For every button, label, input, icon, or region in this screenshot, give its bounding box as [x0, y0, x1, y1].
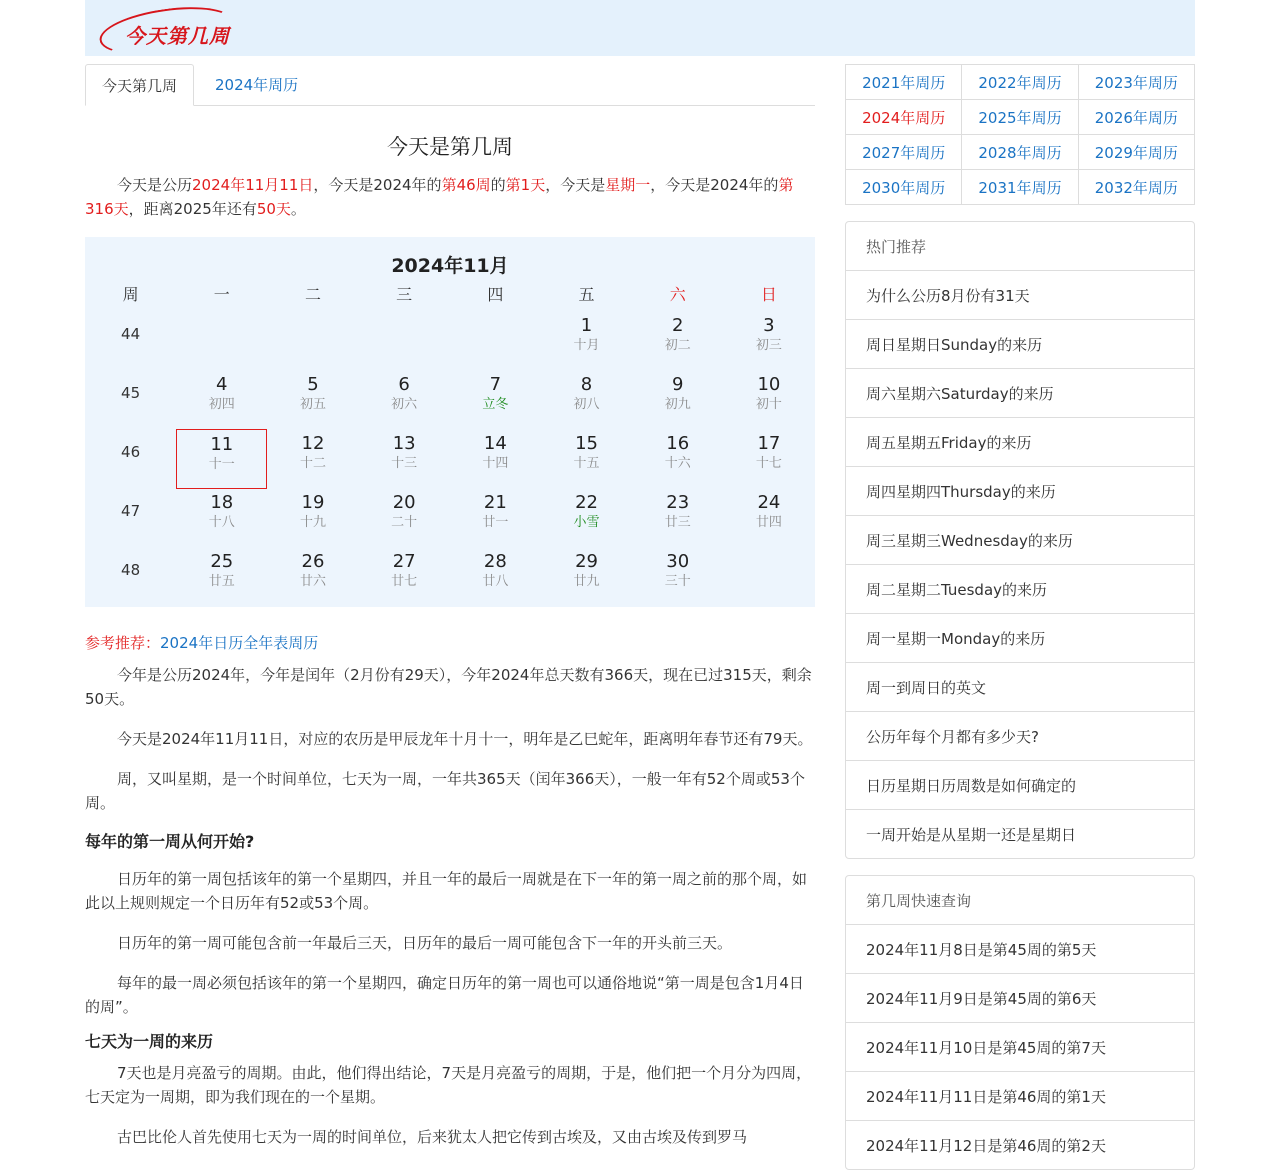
content-paragraph: 每年的最一周必须包括该年的第一个星期四，确定日历年的第一周也可以通俗地说“第一周是包含1月4日的周”。: [85, 974, 804, 1016]
hot-item-link[interactable]: 周一星期一Monday的来历: [846, 614, 1194, 663]
weekday-header: 二: [304, 285, 321, 304]
day-cell[interactable]: [359, 370, 450, 429]
content-paragraph: 7天也是月亮盈亏的周期。由此，他们得出结论，7天是月亮盈亏的周期，于是，他们把一个月分为四周，七天定为一周期，即为我们现在的一个星期。: [85, 1064, 812, 1106]
hot-item-link[interactable]: 为什么公历8月份有31天: [846, 271, 1194, 320]
quick-item-link[interactable]: 2024年11月12日是第46周的第2天: [866, 1137, 1106, 1155]
lunar-date: 初九: [664, 397, 691, 412]
intro-text: ，今天是2024年的: [650, 176, 779, 194]
day-cell[interactable]: [267, 429, 358, 488]
day-number: 16: [666, 433, 690, 454]
intro-text: 今天是公历: [117, 176, 193, 194]
main-content: [85, 64, 815, 1165]
lunar-date: 初十: [755, 397, 782, 412]
day-cell[interactable]: [359, 547, 450, 606]
hot-item-link[interactable]: 周日星期日Sunday的来历: [846, 320, 1194, 369]
lunar-date: 初八: [573, 397, 600, 412]
lunar-date: 初二: [664, 338, 691, 353]
intro-yearday: 第316天: [85, 176, 794, 218]
day-number: 8: [580, 374, 593, 395]
lunar-date: 廿九: [573, 574, 600, 589]
solar-term: 立冬: [482, 397, 509, 412]
panel-title: 第几周快速查询: [846, 876, 1194, 925]
day-cell[interactable]: [541, 547, 632, 606]
lunar-date: 初六: [391, 397, 418, 412]
hot-recommend-panel: [845, 221, 1195, 859]
year-link[interactable]: 2029年周历: [1079, 135, 1195, 170]
lunar-date: 三十: [664, 574, 691, 589]
calendar-week-row: [85, 370, 815, 429]
lunar-date: 廿四: [755, 515, 782, 530]
hot-list: [846, 271, 1194, 858]
weekday-header: 四: [487, 285, 504, 304]
content-paragraph: 日历年的第一周包括该年的第一个星期四，并且一年的最后一周就是在下一年的第一周之前的那个周，如此以上规则规定一个日历年有52或53个周。: [85, 870, 808, 912]
day-number: 24: [757, 492, 781, 513]
empty-day-cell: [450, 311, 541, 370]
weekday-header: 六: [669, 285, 686, 304]
day-number: 2: [671, 315, 684, 336]
calendar-grid: [85, 285, 815, 606]
week-number: 46: [121, 443, 141, 461]
week-number: 45: [121, 384, 141, 402]
calendar-week-row: [85, 429, 815, 488]
day-cell[interactable]: [450, 488, 541, 547]
lunar-date: 廿八: [482, 574, 509, 589]
lunar-date: 廿七: [391, 574, 418, 589]
year-link[interactable]: 2022年周历: [962, 65, 1078, 100]
day-number: 20: [392, 492, 416, 513]
day-cell[interactable]: [632, 547, 723, 606]
panel-title: 热门推荐: [846, 222, 1194, 271]
day-number: 22: [575, 492, 598, 513]
lunar-date: 十月: [573, 338, 600, 353]
day-cell[interactable]: [632, 429, 723, 488]
year-link[interactable]: 2032年周历: [1079, 170, 1195, 205]
calendar-header-row: [85, 285, 815, 311]
day-cell[interactable]: [541, 429, 632, 488]
day-cell[interactable]: [176, 488, 267, 547]
tab-today-week[interactable]: 今天第几周: [85, 64, 194, 106]
lunar-date: 十八: [208, 515, 235, 530]
hot-item-link[interactable]: 周四星期四Thursday的来历: [846, 467, 1194, 516]
weekday-header: 周: [122, 285, 139, 304]
day-number: 30: [666, 551, 690, 572]
year-link[interactable]: 2021年周历: [846, 65, 962, 100]
intro-text: 。: [290, 200, 306, 218]
day-number: 10: [757, 374, 781, 395]
day-number: 5: [307, 374, 319, 395]
year-link[interactable]: 2023年周历: [1079, 65, 1195, 100]
empty-day-cell: [176, 311, 267, 370]
intro-text: 的: [490, 176, 506, 194]
week-number: 48: [121, 561, 141, 579]
intro-week: 第46周: [441, 176, 491, 194]
day-cell[interactable]: [632, 370, 723, 429]
day-number: 29: [575, 551, 598, 572]
quick-query-panel: [845, 875, 1195, 1170]
lunar-date: 初五: [299, 397, 326, 412]
day-number: 21: [483, 492, 507, 513]
day-number: 14: [483, 433, 507, 454]
intro-remaining-days: 50天: [256, 200, 291, 218]
quick-item-link[interactable]: 2024年11月11日是第46周的第1天: [846, 1072, 1194, 1121]
calendar-week-row: [85, 311, 815, 370]
week-number: 47: [121, 502, 141, 520]
quick-item-link[interactable]: 2024年11月9日是第45周的第6天: [846, 974, 1194, 1023]
day-number: 26: [301, 551, 325, 572]
tab-bar: [85, 64, 815, 106]
calendar-week-row: [85, 547, 815, 606]
hot-item-link[interactable]: 一周开始是从星期一还是星期日: [866, 826, 1077, 844]
lunar-date: 初三: [755, 338, 782, 353]
day-cell[interactable]: [359, 488, 450, 547]
day-cell[interactable]: [541, 311, 632, 370]
intro-paragraph: [85, 173, 815, 221]
day-number: 28: [483, 551, 507, 572]
calendar-title: 2024年11月: [391, 255, 509, 277]
day-cell[interactable]: [723, 370, 814, 429]
year-link[interactable]: 2025年周历: [962, 100, 1078, 135]
page-title: 今天是第几周: [387, 135, 513, 159]
weekday-header: 一: [213, 285, 230, 304]
day-cell[interactable]: [450, 370, 541, 429]
day-cell[interactable]: [267, 488, 358, 547]
intro-weekday: 星期一: [605, 176, 651, 194]
day-cell[interactable]: [632, 488, 723, 547]
day-cell[interactable]: [359, 429, 450, 488]
day-cell[interactable]: [450, 547, 541, 606]
day-number: 9: [671, 374, 684, 395]
day-number: 25: [210, 551, 234, 572]
hot-item-link[interactable]: 周六星期六Saturday的来历: [846, 369, 1194, 418]
intro-text: ，今天是2024年的: [313, 176, 442, 194]
year-link[interactable]: 2030年周历: [846, 170, 962, 205]
hot-item-link[interactable]: 公历年每个月都有多少天?: [846, 712, 1194, 761]
lunar-date: 廿三: [664, 515, 691, 530]
year-link[interactable]: 2031年周历: [962, 170, 1078, 205]
day-number: 11: [210, 434, 234, 455]
lunar-date: 十二: [299, 456, 326, 471]
weekday-header: 三: [396, 285, 413, 304]
hot-item-link[interactable]: 周五星期五Friday的来历: [846, 418, 1194, 467]
year-link[interactable]: 2028年周历: [962, 135, 1078, 170]
today-cell[interactable]: [176, 429, 267, 489]
content-paragraph: 日历年的第一周可能包含前一年最后三天，日历年的最后一周可能包含下一年的开头前三天。: [117, 934, 733, 952]
section-heading: 七天为一周的来历: [85, 1032, 214, 1051]
day-number: 12: [301, 433, 325, 454]
recommend-line: [85, 631, 815, 655]
day-number: 23: [666, 492, 690, 513]
year-link[interactable]: 2024年周历: [846, 100, 962, 135]
lunar-date: 十五: [573, 456, 600, 471]
day-number: 17: [757, 433, 781, 454]
intro-date: 2024年11月11日: [192, 176, 314, 194]
day-number: 6: [398, 374, 410, 395]
recommend-label: 参考推荐：: [85, 634, 161, 652]
lunar-date: 十四: [482, 456, 509, 471]
site-header: [85, 0, 1195, 56]
intro-day: 第1天: [505, 176, 546, 194]
quick-item-link[interactable]: 2024年11月8日是第45周的第5天: [846, 925, 1194, 974]
lunar-date: 二十: [391, 515, 418, 530]
hot-item-link[interactable]: 日历星期日历周数是如何确定的: [846, 761, 1194, 810]
day-cell[interactable]: [723, 488, 814, 547]
sidebar: [845, 64, 1195, 1170]
empty-day-cell: [267, 311, 358, 370]
hot-item-link[interactable]: 周一到周日的英文: [846, 663, 1194, 712]
day-number: 7: [489, 374, 502, 395]
solar-term: 小雪: [573, 515, 600, 530]
content-paragraph: 古巴比伦人首先使用七天为一周的时间单位，后来犹太人把它传到古埃及，又由古埃及传到罗马: [117, 1128, 748, 1146]
day-cell[interactable]: [176, 547, 267, 606]
day-cell[interactable]: [450, 429, 541, 488]
lunar-date: 十三: [391, 456, 418, 471]
intro-text: ，今天是: [545, 176, 606, 194]
site-logo[interactable]: [99, 6, 239, 50]
hot-item-link[interactable]: 周二星期二Tuesday的来历: [846, 565, 1194, 614]
day-cell[interactable]: [541, 370, 632, 429]
content-paragraph: 今天是2024年11月11日，对应的农历是甲辰龙年十月十一，明年是乙巳蛇年，距离明年春节还有79天。: [117, 730, 813, 748]
lunar-date: 十九: [299, 515, 326, 530]
day-number: 4: [216, 374, 228, 395]
year-calendar-links: [845, 64, 1195, 205]
week-number: 44: [121, 325, 141, 343]
day-cell[interactable]: [267, 547, 358, 606]
content-paragraph: 周，又叫星期，是一个时间单位，七天为一周，一年共365天（闰年366天），一般一年有52个周或53个周。: [85, 770, 805, 812]
day-number: 18: [210, 492, 234, 513]
hot-item-link[interactable]: 周三星期三Wednesday的来历: [846, 516, 1194, 565]
day-number: 15: [575, 433, 598, 454]
day-number: 19: [301, 492, 325, 513]
day-number: 1: [580, 315, 593, 336]
day-cell[interactable]: [176, 370, 267, 429]
year-link[interactable]: 2026年周历: [1079, 100, 1195, 135]
month-calendar: [85, 237, 815, 607]
weekday-header: 五: [578, 285, 595, 304]
day-number: 3: [763, 315, 775, 336]
day-cell[interactable]: [541, 488, 632, 547]
quick-item-link[interactable]: 2024年11月10日是第45周的第7天: [846, 1023, 1194, 1072]
quick-list: [846, 925, 1194, 1169]
lunar-date: 十六: [664, 456, 691, 471]
lunar-date: 十一: [208, 457, 235, 472]
day-number: 13: [392, 433, 416, 454]
tab-2024-calendar[interactable]: 2024年周历: [215, 76, 299, 94]
lunar-date: 廿六: [299, 574, 326, 589]
day-cell[interactable]: [723, 311, 814, 370]
lunar-date: 廿五: [208, 574, 235, 589]
section-heading: 每年的第一周从何开始?: [85, 832, 255, 851]
content-paragraph: 今年是公历2024年，今年是闰年（2月份有29天），今年2024年总天数有366天，现在已过315天，剩余50天。: [85, 666, 812, 708]
day-cell[interactable]: [723, 429, 814, 488]
intro-text: ，距离2025年还有: [128, 200, 257, 218]
empty-day-cell: [359, 311, 450, 370]
year-link[interactable]: 2027年周历: [846, 135, 962, 170]
lunar-date: 初四: [208, 397, 235, 412]
lunar-date: 廿一: [482, 515, 509, 530]
day-cell[interactable]: [267, 370, 358, 429]
day-cell[interactable]: [632, 311, 723, 370]
empty-day-cell: [723, 547, 814, 606]
calendar-week-row: [85, 488, 815, 547]
logo-text: 今天第几周: [125, 24, 230, 48]
weekday-header: 日: [760, 285, 777, 304]
day-number: 27: [392, 551, 416, 572]
recommend-link[interactable]: 2024年日历全年表周历: [160, 634, 319, 652]
lunar-date: 十七: [755, 456, 782, 471]
